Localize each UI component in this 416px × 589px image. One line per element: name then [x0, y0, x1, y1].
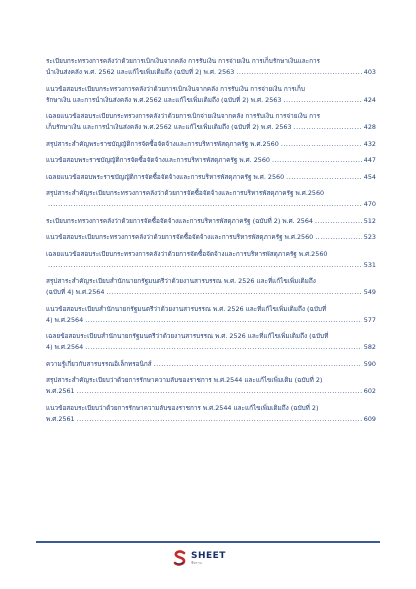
toc-page-number: 577	[363, 315, 376, 324]
dot-leader	[281, 139, 362, 150]
toc-entry-text: นำเงินส่งคลัง พ.ศ. 2562 และแก้ไขเพิ่มเติมถึง (ฉบับที่ 2) พ.ศ. 2563	[46, 68, 235, 76]
toc-entry-text: สรุปสาระสำคัญพระราชบัญญัติการจัดซื้อจัดจ้างและการบริหารพัสดุภาครัฐ พ.ศ.2560	[46, 139, 279, 148]
toc-page-number: 454	[363, 172, 376, 181]
toc-page-number: 432	[363, 139, 376, 148]
s-logo-icon	[173, 550, 187, 566]
toc-entry[interactable]	[46, 111, 376, 133]
toc-page-number: 531	[363, 260, 376, 269]
dot-leader	[154, 359, 362, 370]
toc-entry[interactable]	[46, 359, 376, 370]
toc-entry-text: แนวข้อสอบระเบียบกระทรวงการคลังว่าด้วยการจัดซื้อจัดจ้างและการบริหารพัสดุภาครัฐ พ.ศ.2560	[46, 233, 314, 241]
toc-page-number: 447	[363, 156, 376, 164]
toc-page-number: 609	[363, 414, 376, 423]
toc-entry-text: แนวข้อสอบระเบียบกระทรวงการคลังว่าด้วยการเบิกเงินจากคลัง การรับเงิน การจ่ายเงิน การเก็บ	[46, 84, 305, 93]
toc-entry[interactable]	[46, 375, 376, 397]
dot-leader	[283, 95, 361, 106]
toc-page-number: 602	[363, 387, 376, 395]
toc-entry-text: พ.ศ.2561	[46, 414, 75, 423]
footer-brand: SHEET	[191, 550, 226, 561]
toc-entry-text: ระเบียบกระทรวงการคลังว่าด้วยการจัดซื้อจัดจ้างและการบริหารพัสดุภาครัฐ (ฉบับที่ 2) พ.ศ. 2564	[46, 216, 313, 225]
dot-leader	[272, 155, 362, 166]
toc-entry[interactable]	[46, 276, 376, 298]
toc-entry[interactable]	[46, 172, 376, 183]
toc-entry-text: สรุปสาระสำคัญระเบียบกระทรวงการคลังว่าด้วยการจัดซื้อจัดจ้างและการบริหารพัสดุภาครัฐ พ.ศ.2560	[46, 189, 325, 197]
toc-entry-text: แนวข้อสอบพระราชบัญญัติการจัดซื้อจัดจ้างและการบริหารพัสดุภาครัฐ พ.ศ. 2560	[46, 156, 270, 164]
toc-page-number: 590	[363, 359, 376, 368]
table-of-contents	[46, 56, 376, 430]
dot-leader	[77, 386, 362, 397]
toc-entry[interactable]	[46, 84, 376, 106]
toc-entry-text: เฉลยแนวข้อสอบระเบียบกระทรวงการคลังว่าด้วยการจัดซื้อจัดจ้างและการบริหารพัสดุภาครัฐ พ.ศ.2560	[46, 249, 328, 258]
toc-entry[interactable]	[46, 304, 376, 326]
footer-divider	[36, 541, 380, 543]
toc-entry-text: สรุปสาระสำคัญระเบียบว่าด้วยการรักษาความลับของราชการ พ.ศ.2544 และแก้ไขเพิ่มเติม (ฉบับที่ 2)	[46, 376, 323, 384]
toc-entry[interactable]	[46, 249, 376, 271]
toc-page-number: 403	[363, 68, 376, 76]
toc-entry-text: พ.ศ.2561	[46, 387, 75, 395]
toc-page-number: 424	[363, 95, 376, 104]
toc-entry[interactable]	[46, 139, 376, 150]
toc-entry[interactable]	[46, 403, 376, 425]
dot-leader	[286, 172, 362, 183]
dot-leader	[106, 287, 361, 298]
dot-leader	[85, 315, 362, 326]
toc-entry-text: เก็บรักษาเงิน และการนำเงินส่งคลัง พ.ศ.2562 และแก้ไขเพิ่มเติมถึง (ฉบับที่ 2) พ.ศ. 2563	[46, 123, 292, 131]
toc-page-number: 428	[363, 123, 376, 131]
toc-entry-text: เฉลยแนวข้อสอบพระราชบัญญัติการจัดซื้อจัดจ้างและการบริหารพัสดุภาครัฐ พ.ศ. 2560	[46, 172, 285, 181]
toc-entry-text: สรุปสาระสำคัญระเบียบสำนักนายกรัฐมนตรีว่าด้วยงานสารบรรณ พ.ศ. 2526 และที่แก้ไขเพิ่มเติมถึง	[46, 277, 316, 285]
dot-leader	[48, 199, 362, 210]
toc-entry-text: ระเบียบกระทรวงการคลังว่าด้วยการเบิกเงินจากคลัง การรับเงิน การจ่ายเงิน การเก็บรักษาเงินและการ	[46, 57, 320, 65]
toc-entry[interactable]	[46, 331, 376, 353]
dot-leader	[315, 232, 362, 243]
footer-tagline: ชีทราม	[191, 560, 202, 565]
toc-page-number: 523	[363, 233, 376, 241]
dot-leader	[85, 342, 362, 353]
toc-page-number: 549	[363, 288, 376, 296]
dot-leader	[315, 216, 362, 227]
toc-entry[interactable]	[46, 188, 376, 210]
dot-leader	[294, 122, 362, 133]
toc-entry-text: ความรู้เกี่ยวกับสารบรรณอิเล็กทรอนิกส์	[46, 359, 152, 368]
toc-entry-text: รักษาเงิน และการนำเงินส่งคลัง พ.ศ.2562 และแก้ไขเพิ่มเติมถึง (ฉบับที่ 2) พ.ศ. 2563	[46, 95, 282, 104]
toc-entry-text: 4) พ.ศ.2564	[46, 315, 84, 324]
toc-entry[interactable]	[46, 232, 376, 243]
toc-entry-text: เฉลยข้อสอบระเบียบสำนักนายกรัฐมนตรีว่าด้วยงานสารบรรณ พ.ศ. 2526 และที่แก้ไขเพิ่มเติมถึง (ฉบับที่	[46, 332, 329, 340]
footer-logo	[173, 550, 226, 566]
toc-entry-text: แนวข้อสอบระเบียบสำนักนายกรัฐมนตรีว่าด้วยงานสารบรรณ พ.ศ. 2526 และที่แก้ไขเพิ่มเติมถึง (ฉบับที่	[46, 304, 327, 313]
dot-leader	[77, 414, 362, 425]
dot-leader	[236, 67, 362, 78]
toc-entry-text: 4) พ.ศ.2564	[46, 343, 84, 351]
toc-entry[interactable]	[46, 56, 376, 78]
dot-leader	[48, 260, 362, 271]
toc-entry-text: แนวข้อสอบระเบียบว่าด้วยการรักษาความลับของราชการ พ.ศ.2544 และแก้ไขเพิ่มเติมถึง (ฉบับที่ 2)	[46, 403, 319, 412]
toc-entry-text: (ฉบับที่ 4) พ.ศ.2564	[46, 288, 105, 296]
toc-page-number: 470	[363, 200, 376, 208]
toc-page-number: 582	[363, 343, 376, 351]
toc-page-number: 512	[363, 216, 376, 225]
toc-entry-text: เฉลยแนวข้อสอบระเบียบกระทรวงการคลังว่าด้วยการเบิกจ่ายเงินจากคลัง การรับเงิน การจ่ายเงิน การ	[46, 112, 321, 120]
toc-entry[interactable]	[46, 216, 376, 227]
toc-entry[interactable]	[46, 155, 376, 166]
